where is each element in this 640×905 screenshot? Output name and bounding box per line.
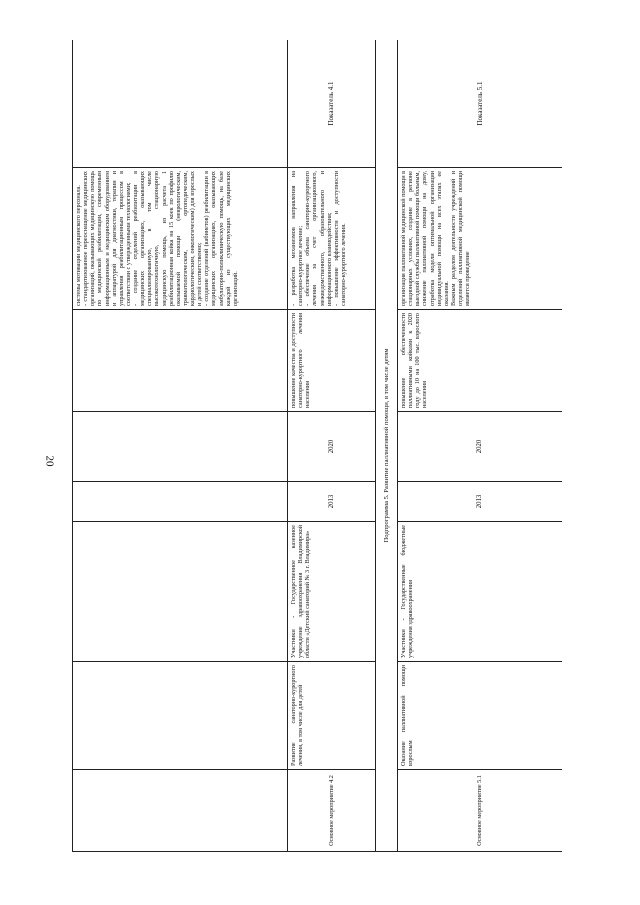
cell-empty xyxy=(73,412,288,482)
cell-start-year: 2013 xyxy=(398,482,563,522)
page-number: 20 xyxy=(43,455,56,467)
cell-expected-result: повышение качества и доступности санаторно-курортного лечения населения xyxy=(288,310,376,412)
text-line: - обеспечение объема санаторно-курортного лечения за счет организационного, межведомственного, образовательного и информационного взаимодействия; xyxy=(304,171,333,306)
cell-participants: Участники - Государственные бюджетные учреждения здравоохранения xyxy=(398,522,563,662)
subprogram-title: Подпрограмма 5. Развитие паллиативной помощи, в том числе детям xyxy=(376,40,398,852)
table-row-subprogram xyxy=(376,40,398,852)
text-line: - разработка механизмов направления на санаторно-курортное лечение; xyxy=(290,171,305,306)
cell-empty xyxy=(73,40,288,168)
cell-empty xyxy=(73,770,288,852)
text-line: Важным разделом деятельности учреждений и отделений паллиативной медицинской помощи является проведение xyxy=(449,171,472,306)
cell-activity-title: Развитие санаторно-курортного лечения, в том числе для детей xyxy=(288,662,376,770)
text-line: - создание отделений (кабинетов) реабилитации в медицинских организациях, оказывающих амбулаторно-поликлиническую помощь, на базе каждой из существующих медицинских организаций. xyxy=(203,171,239,306)
text-line: - стандартизованное переоснащение медицинских организаций, оказывающих медицинскую помощь по медицинской реабилитации, современным информационным и медицинским оборудованием и аппаратурой для диагностики, терапии и управления реабилитационным процессом в соответствии с утвержденными технологиями; xyxy=(82,171,132,306)
cell-indicator: Показатель 5.1 xyxy=(398,40,563,168)
cell-activity-title: Оказание паллиативной помощи взрослым xyxy=(398,662,563,770)
cell-empty xyxy=(73,662,288,770)
cell-end-year: 2020 xyxy=(288,412,376,482)
cell-measures xyxy=(398,168,563,310)
cell-activity-code: Основное мероприятие 5.1 xyxy=(398,770,563,852)
program-table xyxy=(72,40,562,852)
table-row-4-2 xyxy=(288,40,376,852)
cell-empty xyxy=(73,522,288,662)
cell-participants: Участники - Государственное казенное учреждение здравоохранения Владимирской области «Детский санаторий № 3 г. Владимира» xyxy=(288,522,376,662)
cell-measures xyxy=(288,168,376,310)
cell-end-year: 2020 xyxy=(398,412,563,482)
cell-start-year: 2013 xyxy=(288,482,376,522)
text-line: системы мотивации медицинского персонала. xyxy=(75,185,82,306)
rotated-table-frame xyxy=(72,40,562,852)
text-line: - повышение эффективности и доступности санаторно-курортного лечения. xyxy=(332,171,347,306)
cell-expected-result: повышение обеспеченности паллиативными койками к 2020 году до 10 на 100 тыс. взрослого населения xyxy=(398,310,563,412)
cell-empty xyxy=(73,482,288,522)
text-line: - создание отделений реабилитации в медицинских организациях, оказывающих специализированную, в том числе высокотехнологичную, стационарную медицинскую помощь, из расчета 1 реабилитационная койка на 15 коек по профилю оказываемой помощи (неврологическим, травматологическим, ортопедическим, кардиологическим, онкологическим) для взрослых и детей соответственно; xyxy=(132,171,204,306)
cell-empty xyxy=(73,310,288,412)
cell-activity-code: Основное мероприятие 4.2 xyxy=(288,770,376,852)
table-row-5-1 xyxy=(398,40,563,852)
cell-measures-continued xyxy=(73,168,288,310)
cell-indicator: Показатель 4.1 xyxy=(288,40,376,168)
table-row-continuation xyxy=(73,40,288,852)
text-line: организация паллиативной медицинской помощи в стационарных условиях, создание в регионе выездной службы паллиативной помощи больным, снижение паллиативной помощи на дому, отработка модели оптимальной организации индивидуальной помощи на всех этапах ее оказания. xyxy=(400,171,450,306)
